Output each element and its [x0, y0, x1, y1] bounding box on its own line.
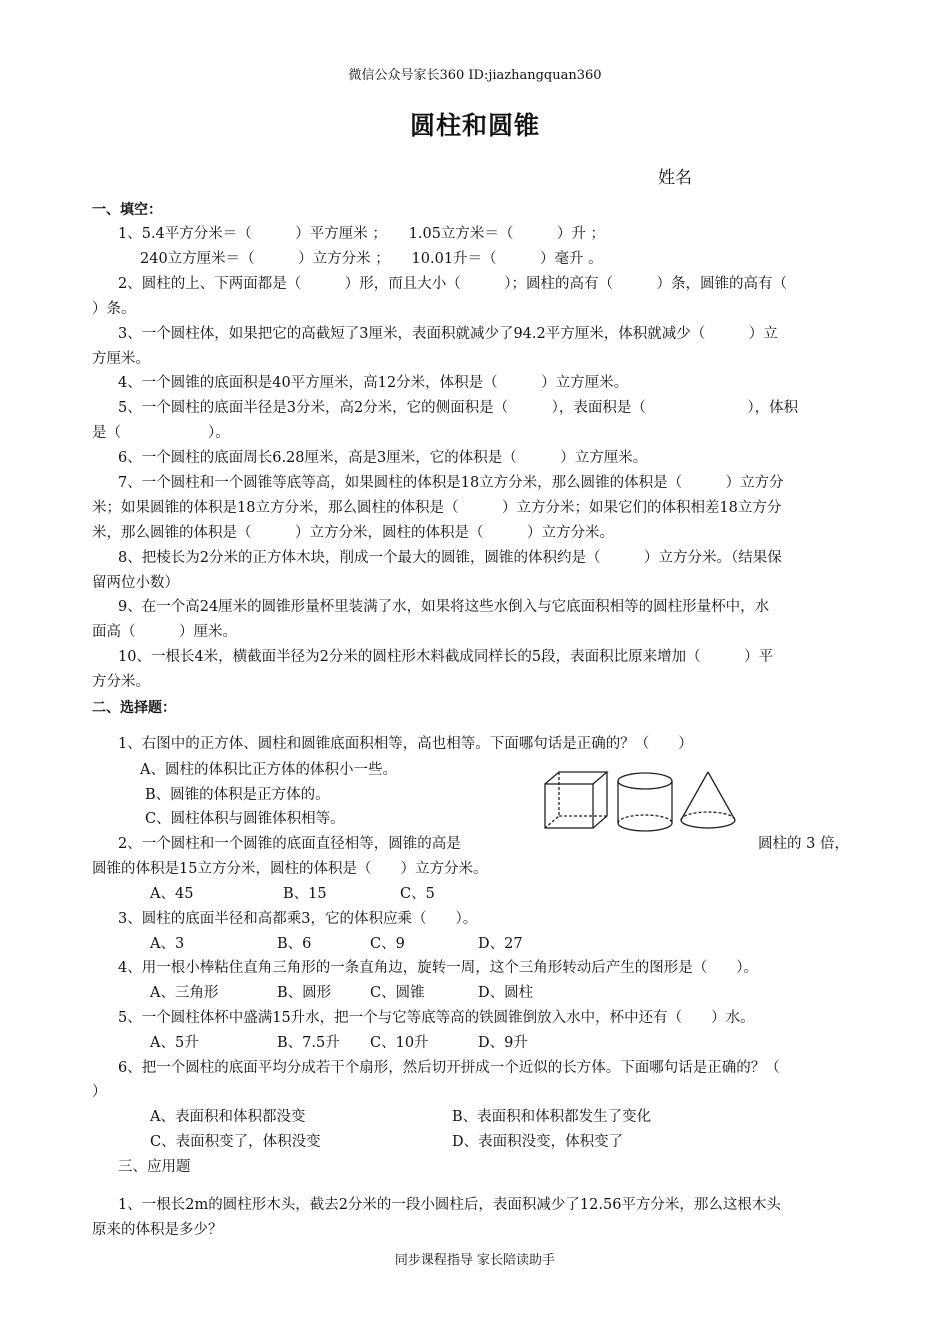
question-line: ）: [92, 1084, 107, 1100]
option-a: A、三角形: [150, 985, 219, 1001]
question-line: 留两位小数）: [92, 575, 179, 591]
option-d: D、9升: [478, 1035, 528, 1051]
question-line: 1、右图中的正方体、圆柱和圆锥底面积相等，高也相等。下面哪句话是正确的？（ ）: [118, 736, 693, 752]
option-d: D、圆柱: [478, 985, 534, 1001]
question-line: 4、用一根小棒粘住直角三角形的一条直角边，旋转一周，这个三角形转动后产生的图形是（ ）。: [118, 960, 758, 976]
name-label: 姓名: [658, 168, 692, 188]
question-line: 9、在一个高24厘米的圆锥形量杯里装满了水，如果将这些水倒入与它底面积相等的圆柱形量杯中，水: [118, 599, 770, 615]
cube-shape: [545, 772, 607, 828]
option-b: B、表面积和体积都发生了变化: [452, 1109, 652, 1125]
question-line: 3、圆柱的底面半径和高都乘3，它的体积应乘（ ）。: [118, 911, 478, 927]
question-line: 圆锥的体积是15立方分米，圆柱的体积是（ ）立方分米。: [92, 861, 488, 877]
question-line: 7、一个圆柱和一个圆锥等底等高，如果圆柱的体积是18立方分米，那么圆锥的体积是（ ）立方分: [118, 475, 784, 491]
option-line: B、圆锥的体积是正方体的。: [145, 787, 330, 803]
option-b: B、圆形: [277, 985, 332, 1001]
question-line: 米，那么圆锥的体积是（ ）立方分米，圆柱的体积是（ ）立方分米。: [92, 525, 614, 541]
page-footer: 同步课程指导 家长陪读助手: [394, 1253, 556, 1268]
question-line: 1、一根长2m的圆柱形木头，截去2分米的一段小圆柱后，表面积减少了12.56平方分米，那么这根木头: [118, 1197, 781, 1213]
option-b: B、7.5升: [277, 1035, 340, 1051]
page-title: 圆柱和圆锥: [409, 111, 540, 140]
question-line: 2、圆柱的上、下两面都是（ ）形，而且大小（ ）；圆柱的高有（ ）条，圆锥的高有（: [118, 276, 787, 292]
cone-shape: [681, 772, 735, 828]
question-line: 面高（ ）厘米。: [92, 624, 237, 640]
option-b: B、6: [277, 936, 312, 952]
question-line: 5、一个圆柱体杯中盛满15升水，把一个与它等底等高的铁圆锥倒放入水中，杯中还有（ ）水。: [118, 1010, 755, 1026]
question-line: 6、一个圆柱的底面周长6.28厘米，高是3厘米，它的体积是（ ）立方厘米。: [118, 450, 648, 466]
question-line: 240立方厘米＝（ ）立方分米 ； 10.01升＝（ ）毫升 。: [140, 251, 603, 267]
question-line: 5、一个圆柱的底面半径是3分米，高2分米，它的侧面积是（ ），表面积是（ ），体积: [118, 400, 799, 416]
question-line: 2、一个圆柱和一个圆锥的底面直径相等，圆锥的高是: [118, 836, 461, 852]
section-heading-fill-in: 一、填空：: [92, 202, 162, 218]
option-c: C、9: [370, 936, 405, 952]
section-heading-multiple-choice: 二、选择题：: [92, 700, 176, 716]
question-line: 原来的体积是多少？: [92, 1222, 223, 1238]
option-b: B、15: [283, 886, 327, 902]
option-line: C、圆柱体积与圆锥体积相等。: [145, 811, 345, 827]
question-line: 10、一根长4米，横截面半径为2分米的圆柱形木料截成同样长的5段，表面积比原来增加（ ）平: [118, 649, 774, 665]
question-line-tail: 圆柱的 3 倍，: [758, 836, 849, 852]
option-a: A、3: [150, 936, 185, 952]
question-line: ）条。: [92, 301, 136, 317]
option-d: D、表面积没变，体积变了: [452, 1134, 624, 1150]
option-c: C、5: [400, 886, 435, 902]
option-line: A、圆柱的体积比正方体的体积小一些。: [140, 762, 397, 778]
solids-figure: [541, 768, 741, 834]
question-line: 6、把一个圆柱的底面平均分成若干个扇形，然后切开拼成一个近似的长方体。下面哪句话是正确的？（: [118, 1060, 780, 1076]
question-line: 米；如果圆锥的体积是18立方分米，那么圆柱的体积是（ ）立方分米；如果它们的体积相差18立方分: [92, 500, 782, 516]
question-line: 是（ ）。: [92, 425, 230, 441]
option-c: C、圆锥: [370, 985, 425, 1001]
question-line: 8、把棱长为2分米的正方体木块，削成一个最大的圆锥，圆锥的体积约是（ ）立方分米。（结果保: [118, 550, 782, 566]
question-line: 4、一个圆锥的底面积是40平方厘米，高12分米，体积是（ ）立方厘米。: [118, 375, 629, 391]
option-d: D、27: [478, 936, 523, 952]
question-line: 3、一个圆柱体，如果把它的高截短了3厘米，表面积就减少了94.2平方厘米，体积就减少（ ）立: [118, 326, 778, 342]
option-a: A、表面积和体积都没变: [150, 1109, 306, 1125]
question-line: 方分米。: [92, 674, 150, 690]
option-a: A、45: [150, 886, 194, 902]
page-header: 微信公众号家长360 ID:jiazhangquan360: [348, 68, 602, 83]
cylinder-shape: [618, 773, 672, 831]
question-line: 方厘米。: [92, 351, 150, 367]
question-line: 1、5.4平方分米＝（ ）平方厘米 ； 1.05立方米＝（ ）升 ；: [118, 226, 606, 242]
option-c: C、表面积变了，体积没变: [150, 1134, 321, 1150]
option-a: A、5升: [150, 1035, 199, 1051]
option-c: C、10升: [370, 1035, 429, 1051]
section-heading-application: 三、应用题: [118, 1159, 191, 1175]
